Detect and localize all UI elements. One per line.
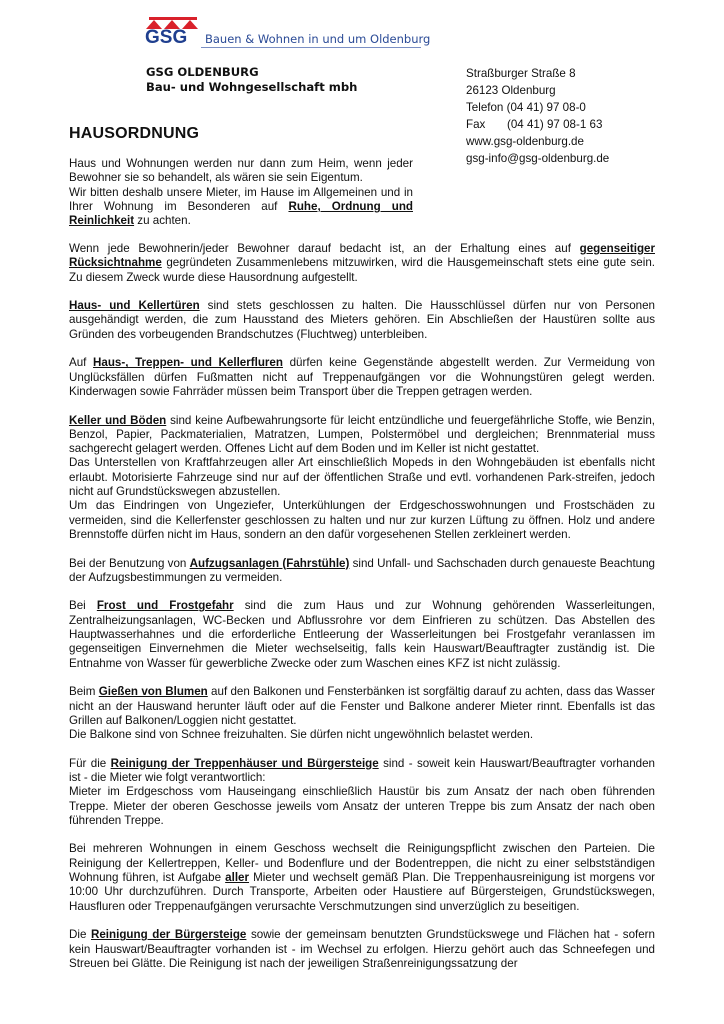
section-text: sowie der gemeinsam benutzten Grundstückswege und Flächen hat - sofern kein Hauswart/Beauftragter vorhanden ist - im Wechsel zu erfolgen. Hierzu gehört auch das Schneefegen und Streuen bei Glätte. Die Reinigung ist nach der jeweiligen Straßenreinigungssatzung der [69,928,655,970]
section-text: Beim [69,685,99,699]
house-rules-body [69,242,655,985]
section-text: Bei der Benutzung von [69,556,190,570]
section-keyword: Keller und Böden [69,413,167,427]
intro-p2-end: zu achten. [134,214,191,228]
intro-paragraph-2 [69,186,413,229]
page-title: HAUSORDNUNG [69,125,200,142]
section-reinigung [69,757,655,828]
section-fluren [69,356,655,399]
intro-text [69,157,413,228]
address-email[interactable]: gsg-info@gsg-oldenburg.de [466,152,610,165]
section-keyword: Frost und Frostgefahr [96,599,234,613]
fax-label: Fax [466,118,486,131]
section-rücksichtnahme [69,242,655,285]
section-haustüren [69,299,655,342]
section-text: Bei mehreren Wohnungen in einem Geschoss wechselt die Reinigungspflicht zwischen den Parteien. Die Reinigung der Kellertreppen, Keller- und Bodenflure und der Bodentreppen, die nicht zu einer selbstständigen Wohnung führen, ist Aufgabe [69,842,655,885]
logo-letters: GSG [145,27,188,48]
section-text: Die [69,928,91,942]
section-keller [69,414,655,543]
section-text: gegründeten Zusammenlebens mitzuwirken, wird die Hausgemeinschaft stets eine gute sein. Zu diesem Zweck wurde diese Hausordnung aufgestellt. [69,256,655,284]
section-text: Mieter und wechselt gemäß Plan. Die Treppenhausreinigung ist morgens vor 10:00 Uhr durchzuführen. Durch Transporte, Arbeiten oder Haustiere auf Bürgersteigen, Grundstückswegen, Hausfluren oder Treppenaufgängen verursachte Verschmutzungen sind unverzüglich zu beseitigen. [69,871,656,913]
section-text: Mieter im Erdgeschoss vom Hauseingang einschließlich Haustür bis zum Ansatz der nach oben führenden Treppe. Mieter der oberen Geschosse jeweils vom Ansatz der unteren Treppe bis zum Ansatz der nach oben führenden Treppe. [69,785,655,827]
address-city: 26123 Oldenburg [466,84,556,97]
section-keyword: gegenseitiger Rücksichtnahme [69,242,655,270]
section-keyword: Aufzugsanlagen (Fahrstühle) [189,556,350,570]
section-text: Für die [69,756,111,770]
intro-paragraph-1: Haus und Wohnungen werden nur dann zum Heim, wenn jeder Bewohner sie so behandelt, als wären sie sein Eigentum. [69,157,413,185]
fax-number: (04 41) 97 08-1 63 [507,118,603,131]
section-keyword: Haus-, Treppen- und Kellerfluren [93,356,283,370]
section-text: auf den Balkonen und Fensterbänken ist sorgfältig darauf zu achten, dass das Wasser nicht an der Hauswand herunter läuft oder auf die Fenster und Balkone anderer Mieter rinnt. Ebenfalls ist das Grillen auf Balkonen/Loggien nicht gestattet. [69,685,655,727]
intro-p2-keyword: Ruhe, Ordnung und Reinlichkeit [69,199,413,228]
gsg-logo-mark [145,17,201,47]
section-text: Die Balkone sind von Schnee freizuhalten. Sie dürfen nicht ungewöhnlich belastet werden. [69,728,534,742]
address-fax [466,116,609,133]
gsg-logo [145,17,435,47]
section-bürgersteige [69,928,655,971]
section-text: sind die zum Haus und zur Wohnung gehörenden Wasserleitungen, Zentralheizungsanlagen, WC-Becken und Abflussrohre vor dem Einfrieren zu schützen. Das Abstellen des Hauptwasserhahnes und die erforderliche Entleerung der Wasserleitungen bei Frostgefahr veranlassen im gegenseitigen Einvernehmen die Mieter wechselseitig, falls kein Hauswart/Beauftragter zuständig ist. Die Entnahme von Wasser für gewerbliche Zwecke oder zum Waschen eines KFZ ist nicht zulässig. [69,599,655,670]
section-blumen [69,685,655,742]
address-block [466,65,609,167]
section-text: Das Unterstellen von Kraftfahrzeugen aller Art einschließlich Mopeds in den Wohngebäuden ist ebenfalls nicht erlaubt. Motorisierte Fahrzeuge sind nur auf der öffentlichen Straße und evtl. vorhandenen Park-streifen, jedoch nicht auf Grundstückswegen abzustellen. [69,456,655,499]
section-text: sind - soweit kein Hauswart/Beauftragter vorhanden ist - die Mieter wie folgt verantwortlich: [69,756,655,784]
section-aufzug [69,557,655,586]
section-keyword: Gießen von Blumen [98,685,208,699]
address-web[interactable]: www.gsg-oldenburg.de [466,135,584,148]
company-block [146,65,357,95]
section-keyword: Reinigung der Bürgersteige [90,928,247,942]
address-phone: Telefon (04 41) 97 08-0 [466,101,586,114]
intro-p2-text: Wir bitten deshalb unsere Mieter, im Hause im Allgemeinen und in Ihrer Wohnung im Besonderen auf [69,185,413,213]
address-street: Straßburger Straße 8 [466,67,576,80]
section-text: Wenn jede Bewohnerin/jeder Bewohner darauf bedacht ist, an der Erhaltung eines auf [69,242,580,255]
logo-slogan: Bauen & Wohnen in und um Oldenburg [205,32,431,46]
section-keyword: Reinigung der Treppenhäuser und Bürgersteige [110,756,379,770]
section-frost [69,599,655,670]
section-keyword: aller [225,871,250,885]
logo-divider [201,47,421,48]
section-text: Auf [69,356,94,370]
section-keyword: Haus- und Kellertüren [69,299,200,313]
company-subtitle: Bau- und Wohngesellschaft mbh [146,80,358,94]
section-text: sind stets geschlossen zu halten. Die Hausschlüssel dürfen nur von Personen ausgehändigt werden, die zum Hausstand des Mieters gehören. Ein Abschließen der Haustüren sollte aus Gründen des vorbeugenden Brandschutzes (Fluchtweg) unterbleiben. [69,299,655,341]
section-text: Um das Eindringen von Ungeziefer, Unterkühlungen der Erdgeschosswohnungen und Frostschäden zu vermeiden, sind die Kellerfenster geschlossen zu halten und nur zur kurzen Lüftung zu öffnen. Holz und andere Brennstoffe dürfen nicht im Haus, sondern an den dafür vorgesehenen Stellen zerkleinert werden. [69,499,655,541]
company-name: GSG OLDENBURG [146,65,259,79]
section-text: Bei [69,599,97,613]
section-text: sind Unfall- und Sachschaden durch genaueste Beachtung der Aufzugsbestimmungen zu vermeiden. [69,556,656,584]
section-mehrere-wohnungen [69,842,655,913]
section-text: sind keine Aufbewahrungsorte für leicht entzündliche und feuergefährliche Stoffe, wie Benzin, Benzol, Papier, Packmaterialien, Matratzen, Lumpen, Polstermöbel und dergleichen; Brennmaterial muss sachgerecht gelagert werden. Offenes Licht auf dem Boden und im Keller ist nicht gestattet. [69,413,655,456]
section-text: dürfen keine Gegenstände abgestellt werden. Zur Vermeidung von Unglücksfällen dürfen Fußmatten nicht auf Treppenaufgängen vor die Wohnungstüren gelegt werden. Kinderwagen sowie Fahrräder müssen beim Transport über die Treppen getragen werden. [69,356,655,398]
